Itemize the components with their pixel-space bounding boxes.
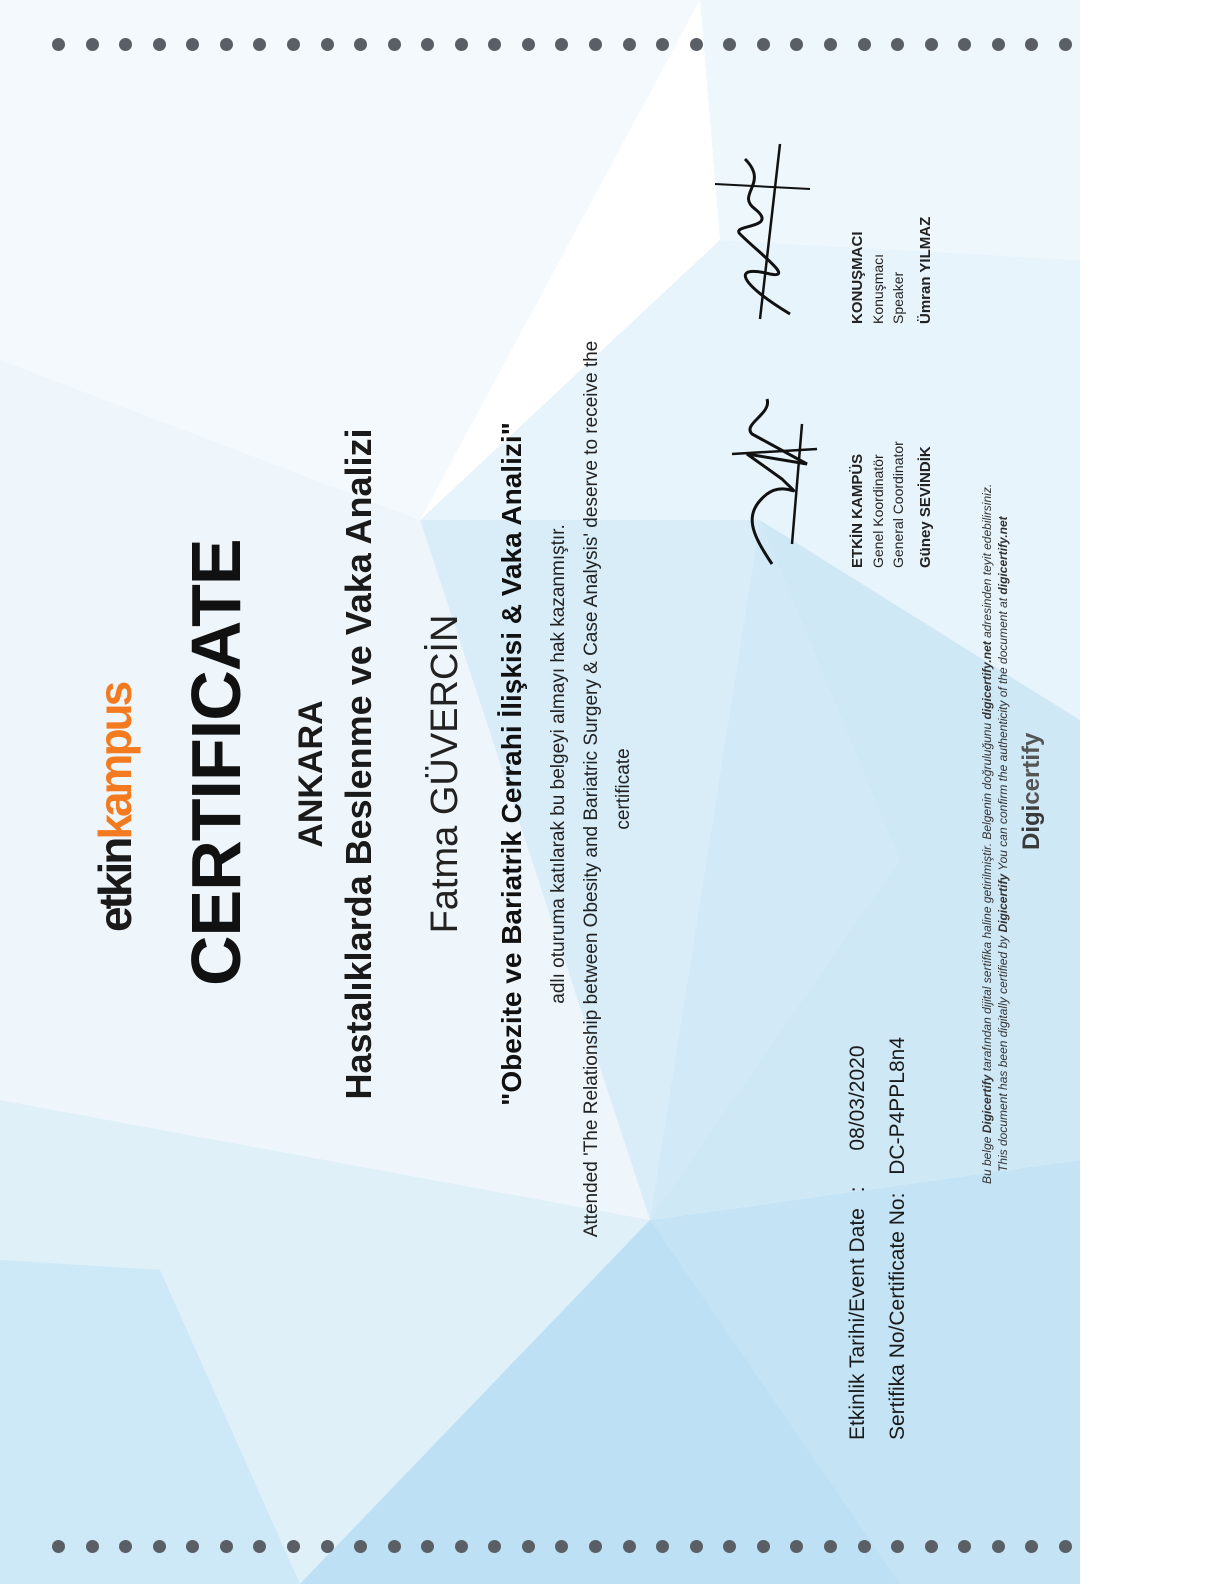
certificate-number-value: DC-P4PPL8n4 <box>886 1036 909 1175</box>
body-text-english: Attended 'The Relationship between Obesity and Bariatric Surgery & Case Analysis' deserve to receive the certificate <box>581 340 634 1238</box>
signatory-2-org: KONUŞMACI <box>849 231 866 324</box>
signatory-1-block <box>848 441 936 568</box>
etkinkampus-logo <box>88 684 142 932</box>
session-title: "Obezite ve Bariatrik Cerrahi İlişkisi & Vaka Analizi" <box>496 422 527 1106</box>
signatory-1-last-name: SEVİNDİK <box>917 446 934 518</box>
signatory-2-name <box>916 217 936 324</box>
event-date-value: 08/03/2020 <box>846 1045 869 1151</box>
signature-umran-yilmaz <box>700 134 830 334</box>
signatory-2-last-name: YILMAZ <box>917 216 934 273</box>
event-title: Hastalıklarda Beslenme ve Vaka Analizi <box>338 428 379 1100</box>
participant-last-name: GÜVERCİN <box>424 614 466 816</box>
digicertify-logo-part-b: certify <box>1018 732 1045 805</box>
signatory-2-role-en: Speaker <box>890 271 906 324</box>
digicertify-logo <box>1018 733 1046 850</box>
footer-en-brand: Digicertify <box>996 873 1010 933</box>
signatory-2-block <box>848 217 936 324</box>
footer-tr-part-e: adresinden teyit edebilirsiniz. <box>980 483 994 642</box>
signatory-1-name <box>916 441 936 568</box>
city-label: ANKARA <box>292 700 330 848</box>
footer-tr-brand: Digicertify <box>980 1074 994 1134</box>
certificate-title: CERTIFICATE <box>177 539 255 986</box>
signatory-2-role-tr: Konuşmacı <box>870 253 886 324</box>
footer-en-part-c: You can confirm the authenticity of the document at <box>996 594 1010 874</box>
event-date-row <box>846 1045 870 1440</box>
event-date-separator: : <box>846 1186 869 1193</box>
certificate-number-label: Sertifika No/Certificate No: <box>886 1192 909 1440</box>
signature-guney-sevindik <box>712 384 832 574</box>
signatory-1-role-tr: Genel Koordinatör <box>870 454 886 568</box>
signatory-2-first-name: Ümran <box>917 276 934 324</box>
logo-part-kampus: kampus <box>89 683 141 840</box>
participant-first-name: Fatma <box>424 815 466 934</box>
signatory-1-role-en: General Coordinator <box>890 441 906 568</box>
footer-en-url: digicertify.net <box>996 516 1010 595</box>
footer-tr-part-c: tarafından dijital sertifika haline getirilmiştir. Belgenin doğruluğunu <box>980 719 994 1075</box>
body-text-turkish: adlı oturuma katılarak bu belgeyi almayı hak kazanmıştır. <box>548 524 569 1004</box>
footer-tr-part-a: Bu belge <box>980 1133 994 1184</box>
digicertify-logo-part-a: Digi <box>1018 804 1045 850</box>
signatory-1-org: ETKİN KAMPÜS <box>849 453 866 568</box>
footer-tr-url: digicertify.net <box>980 641 994 720</box>
event-date-label: Etkinlik Tarihi/Event Date <box>846 1208 869 1440</box>
participant-name <box>424 584 467 964</box>
signatory-1-first-name: Güney <box>917 521 934 568</box>
footer-verification-en <box>996 516 1010 1172</box>
footer-en-part-a: This document has been digitally certified by <box>996 932 1010 1172</box>
logo-part-etkin: etkin <box>89 839 141 932</box>
certificate-number-row <box>886 1037 910 1440</box>
footer-verification-tr <box>980 484 994 1184</box>
